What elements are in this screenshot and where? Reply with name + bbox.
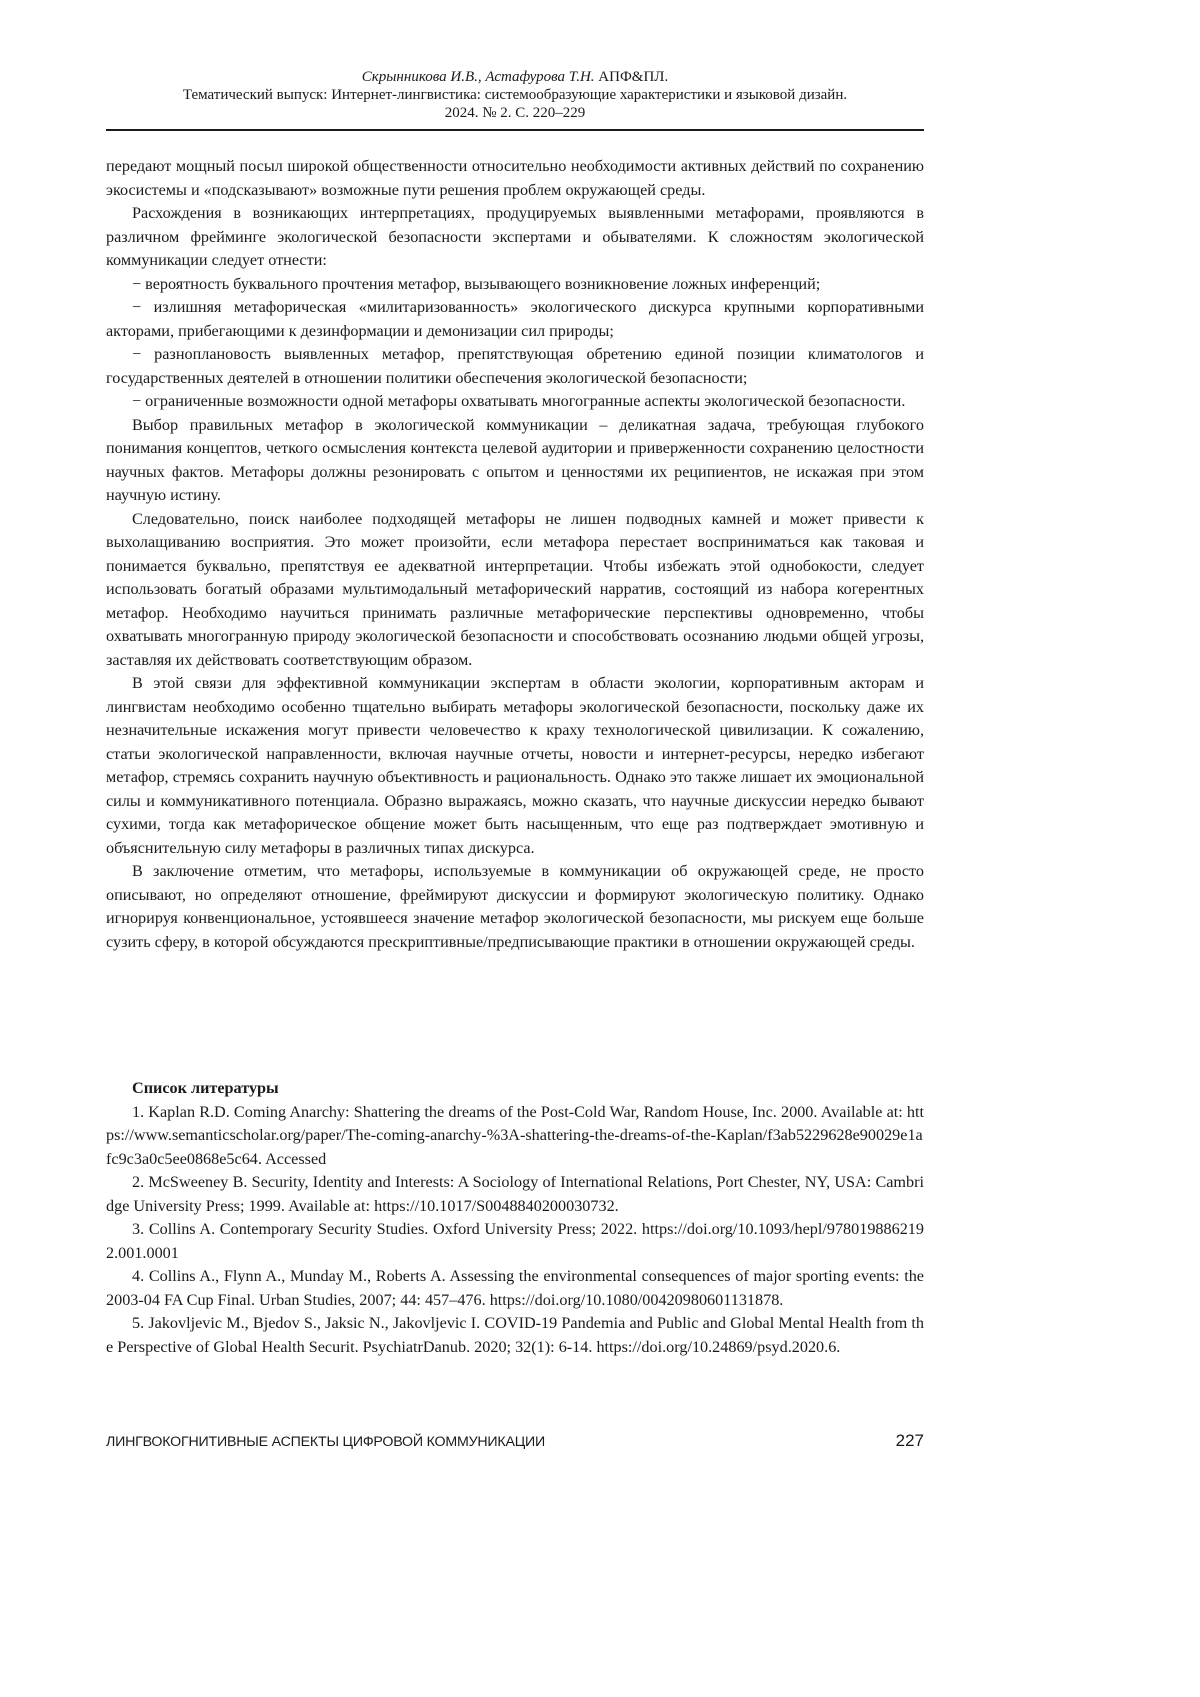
body-paragraph: В этой связи для эффективной коммуникации экспертам в области экологии, корпоративным акторам и лингвистам необходимо особенно тщательно выбирать метафоры экологической безопасности, поскольку даже их незначительные искажения могут привести человечество к краху технологической цивилизации. К сожалению, статьи экологической направленности, включая научные отчеты, новости и интернет-ресурсы, нередко избегают метафор, стремясь сохранить научную объективность и рациональность. Однако это также лишает их эмоциональной силы и коммуникативного потенциала. Образно выражаясь, можно сказать, что научные дискуссии нередко бывают сухими, тогда как метафорическое общение может быть насыщенным, что еще раз подтверждает эмотивную и объяснительную силу метафоры в различных типах дискурса. [106, 674, 924, 857]
header-issue-line: Тематический выпуск: Интернет-лингвистика: системообразующие характеристики и языковой дизайн. [182, 87, 848, 103]
header-citation-line: 2024. № 2. С. 220–229 [444, 105, 586, 121]
header-author-line [106, 68, 924, 86]
reference-item: 4. Collins A., Flynn A., Munday M., Roberts A. Assessing the environmental consequences of major sporting events: the 2003-04 FA Cup Final. Urban Studies, 2007; 44: 457–476. https://doi.org/10.1080/00420980601131878. [106, 1267, 924, 1309]
article-body [106, 155, 924, 954]
running-header [106, 68, 924, 122]
running-footer [106, 1431, 924, 1451]
header-rule [106, 129, 924, 131]
page-number: 227 [895, 1431, 924, 1450]
header-authors: Скрынникова И.В., Астафурова Т.Н. [361, 69, 595, 85]
list-item: − вероятность буквального прочтения метафор, вызывающего возникновение ложных инференций; [132, 274, 821, 293]
references-section [106, 1077, 924, 1359]
list-item: − излишняя метафорическая «милитаризованность» экологического дискурса крупными корпоративными акторами, прибегающими к дезинформации и демонизации сил природы; [106, 298, 924, 340]
body-paragraph: передают мощный посыл широкой общественности относительно необходимости активных действий по сохранению экосистемы и «подсказывают» возможные пути решения проблем окружающей среды. [106, 157, 924, 199]
reference-item: 2. McSweeney B. Security, Identity and Interests: A Sociology of International Relations, Port Chester, NY, USA: Cambridge University Press; 1999. Available at: https://10.1017/S0048840200030732. [106, 1173, 924, 1215]
reference-item: 5. Jakovljevic M., Bjedov S., Jaksic N., Jakovljevic I. COVID-19 Pandemia and Public and Global Mental Health from the Perspective of Global Health Securit. PsychiatrDanub. 2020; 32(1): 6-14. https://doi.org/10.24869/psyd.2020.6. [106, 1314, 924, 1356]
body-paragraph: Следовательно, поиск наиболее подходящей метафоры не лишен подводных камней и может привести к выхолащиванию восприятия. Это может произойти, если метафора перестает восприниматься как таковая и понимается буквально, препятствуя ее адекватной интерпретации. Чтобы избежать этой однобокости, следует использовать богатый образами мультимодальный метафорический нарратив, состоящий из набора когерентных метафор. Необходимо научиться принимать различные метафорические перспективы одновременно, чтобы охватывать многогранную природу экологической безопасности и способствовать осознанию людьми общей угрозы, заставляя их действовать соответствующим образом. [106, 509, 924, 669]
list-item: − разноплановость выявленных метафор, препятствующая обретению единой позиции климатологов и государственных деятелей в отношении политики обеспечения экологической безопасности; [106, 345, 924, 387]
body-paragraph: Выбор правильных метафор в экологической коммуникации – деликатная задача, требующая глубокого понимания концептов, четкого осмысления контекста целевой аудитории и приверженности сохранению целостности научных фактов. Метафоры должны резонировать с опытом и ценностями их реципиентов, не искажая при этом научную истину. [106, 415, 924, 504]
body-paragraph: В заключение отметим, что метафоры, используемые в коммуникации об окружающей среде, не просто описывают, но определяют отношение, фреймируют дискуссии и формируют экологическую политику. Однако игнорируя конвенциональное, устоявшееся значение метафор экологической безопасности, мы рискуем еще больше сузить сферу, в которой обсуждаются прескриптивные/предписывающие практики в отношении окружающей среды. [106, 862, 924, 951]
references-title: Список литературы [132, 1079, 279, 1097]
reference-item: 1. Kaplan R.D. Coming Anarchy: Shattering the dreams of the Post-Cold War, Random House, Inc. 2000. Available at: https://www.semanticscholar.org/paper/The-coming-anarchy-%3A-shattering-the-dreams-of-the-Kaplan/f3ab5229628e90029e1afc9c3a0c5ee0868e5c64. Accessed [106, 1102, 924, 1168]
reference-item: 3. Collins A. Contemporary Security Studies. Oxford University Press; 2022. https://doi.org/10.1093/hepl/9780198862192.001.0001 [106, 1220, 924, 1262]
list-item: − ограниченные возможности одной метафоры охватывать многогранные аспекты экологической безопасности. [132, 392, 906, 410]
footer-journal-title: ЛИНГВОКОГНИТИВНЫЕ АСПЕКТЫ ЦИФРОВОЙ КОММУНИКАЦИИ [106, 1434, 546, 1450]
header-journal-abbr: АПФ&ПЛ. [598, 69, 669, 85]
body-paragraph: Расхождения в возникающих интерпретациях, продуцируемых выявленными метафорами, проявляются в различном фрейминге экологической безопасности экспертами и обывателями. К сложностям экологической коммуникации следует отнести: [106, 204, 924, 269]
